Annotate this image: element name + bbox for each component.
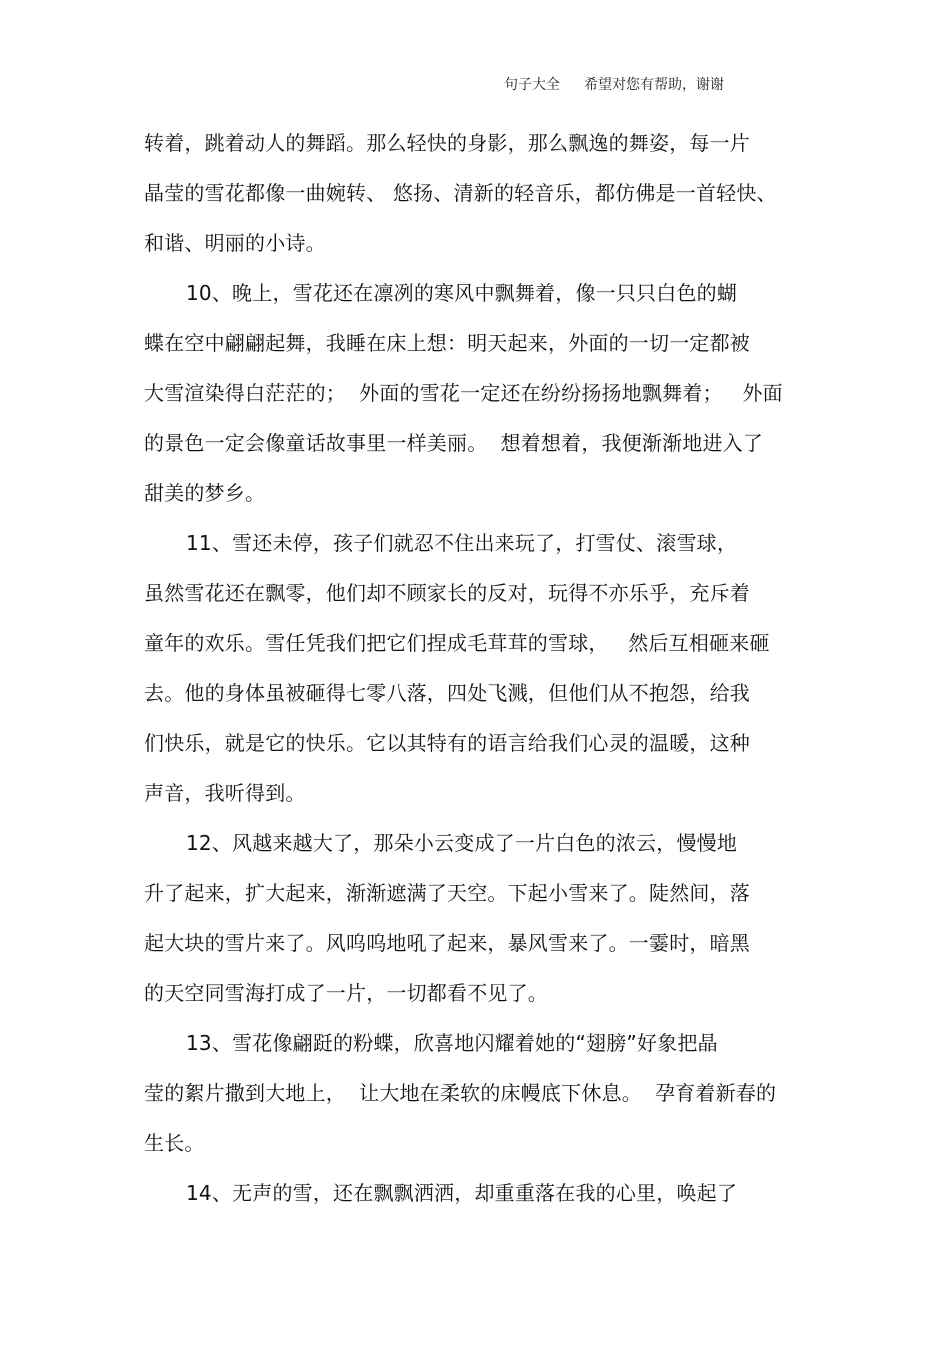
text-line: 蝶在空中翩翩起舞，我睡在床上想：明天起来，外面的一切一定都被	[144, 331, 750, 355]
text-line: 晶莹的雪花都像一曲婉转、 悠扬、清新的轻音乐，都仿佛是一首轻快、	[144, 181, 777, 205]
paragraph-10-start: 10、晚上，雪花还在凛冽的寒风中飘舞着，像一只只白色的蝴	[186, 281, 738, 305]
text-line: 和谐、明丽的小诗。	[144, 231, 326, 255]
header-right-text: 希望对您有帮助，谢谢	[584, 77, 724, 93]
paragraph-14-start: 14、无声的雪，还在飘飘洒洒，却重重落在我的心里，唤起了	[186, 1181, 738, 1205]
text-line: 升了起来，扩大起来，渐渐遮满了天空。下起小雪来了。陡然间，落	[144, 881, 750, 905]
text-line: 们快乐，就是它的快乐。它以其特有的语言给我们心灵的温暖，这种	[144, 731, 750, 755]
text-line: 大雪渲染得白茫茫的； 外面的雪花一定还在纷纷扬扬地飘舞着； 外面	[144, 381, 783, 405]
header-left-text: 句子大全	[504, 77, 560, 93]
text-line: 起大块的雪片来了。风呜呜地吼了起来，暴风雪来了。一霎时，暗黑	[144, 931, 750, 955]
paragraph-13-start: 13、雪花像翩跹的粉蝶，欣喜地闪耀着她的“翅膀”好象把晶	[186, 1031, 718, 1055]
text-line: 莹的絮片撒到大地上， 让大地在柔软的床幔底下休息。 孕育着新春的	[144, 1081, 777, 1105]
text-line: 去。他的身体虽被砸得七零八落，四处飞溅，但他们从不抱怨，给我	[144, 681, 750, 705]
paragraph-11-start: 11、雪还未停，孩子们就忍不住出来玩了，打雪仗、滚雪球，	[186, 531, 738, 555]
text-line: 甜美的梦乡。	[144, 481, 266, 505]
text-line: 声音，我听得到。	[144, 781, 306, 805]
paragraph-12-start: 12、风越来越大了，那朵小云变成了一片白色的浓云，慢慢地	[186, 831, 738, 855]
text-line: 生长。	[144, 1131, 205, 1155]
text-line: 童年的欢乐。雪任凭我们把它们捏成毛茸茸的雪球， 然后互相砸来砸	[144, 631, 770, 655]
text-line: 的景色一定会像童话故事里一样美丽。 想着想着，我便渐渐地进入了	[144, 431, 764, 455]
text-line: 的天空同雪海打成了一片，一切都看不见了。	[144, 981, 548, 1005]
text-line: 虽然雪花还在飘零，他们却不顾家长的反对，玩得不亦乐乎，充斥着	[144, 581, 750, 605]
text-line: 转着，跳着动人的舞蹈。那么轻快的身影，那么飘逸的舞姿，每一片	[144, 131, 750, 155]
page-header	[504, 74, 724, 94]
